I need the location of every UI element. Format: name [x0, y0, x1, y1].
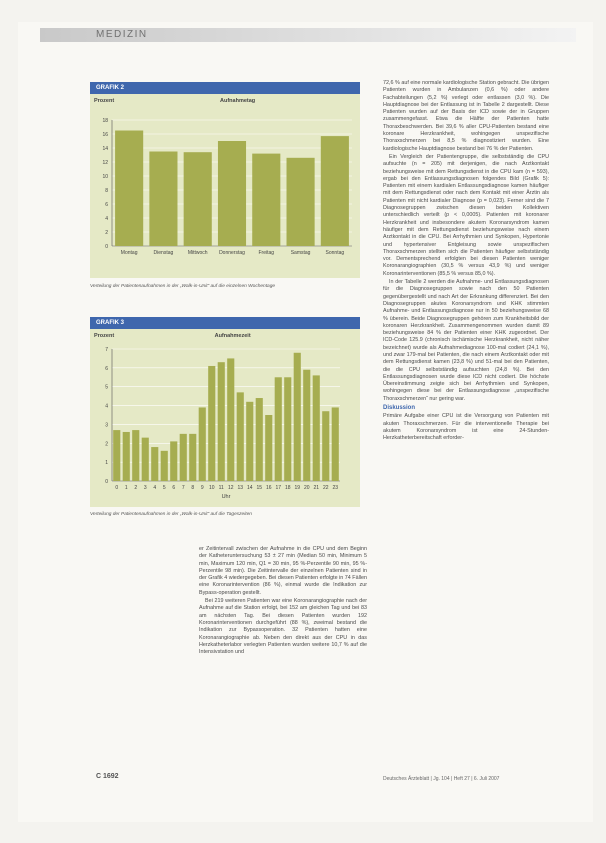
chart-1-plot [90, 94, 360, 278]
chart-2-plot [90, 329, 360, 507]
x-tick-label: 14 [246, 485, 253, 491]
y-tick-label: 14 [102, 146, 108, 152]
paragraph: er Zeitintervall zwischen der Aufnahme in die CPU und dem Beginn der Katheteruntersuchung 53 ± 27 min (Median 50 min, Minimum 5 min, Maximum 120 min, Q1 = 30 min, 95 %-Perzentile 90 min, 95 %-Perzentile 98 min). Die Zeitintervalle der einzelnen Patienten sind in der Grafik 4 wiedergegeben. Bei diesen Patienten erfolgte in 74 Fällen eine Koronarintervention (86 %), einmal wurde die Indikation zur Bypass-operation gestellt. [199, 546, 367, 596]
paragraph: Bei 219 weiteren Patienten war eine Koronarangiographie nach der Aufnahme auf die Station erfolgt, bei 152 am gleichen Tag und bei 83 am nächsten Tag. Bei diesen Patienten wurden 192 Koronarinterventionen durchgeführt (88 %), zweimal bestand die Indikation zur Bypassoperation. 32 Patienten hatten eine Koronarangiographie ab. Neben den direkt aus der CPU in das Herzkatheterlabor verlegten Patienten wurden weitere 10,7 % auf die Intensivstation und [199, 598, 367, 656]
bar [227, 358, 234, 481]
x-tick-label: 22 [322, 485, 329, 491]
y-tick-label: 1 [105, 460, 108, 467]
y-tick-label: 0 [105, 479, 108, 485]
chart-ylabel: Prozent [94, 98, 115, 104]
chart-caption: Verteilung der Patientenaufnahmen in der „Walk-in-Unit“ auf die einzelnen Wochentage [90, 284, 276, 289]
x-tick-label: 15 [256, 485, 263, 491]
x-tick-label: 12 [227, 485, 234, 491]
bar [208, 366, 215, 481]
chart-grafik-3 [90, 317, 360, 507]
bar [132, 430, 139, 481]
y-tick-label: 6 [105, 365, 108, 372]
x-tick-label: 8 [191, 485, 195, 491]
y-tick-label: 0 [105, 244, 108, 250]
x-tick-label: 1 [124, 485, 128, 491]
bar [321, 136, 349, 246]
x-tick-label: 6 [172, 485, 176, 491]
section-title: MEDIZIN [96, 29, 148, 40]
bar [113, 430, 120, 481]
paragraph: Primäre Aufgabe einer CPU ist die Versorgung von Patienten mit akuten Thoraxschmerzen. Für die interventionelle Therapie bei akutem Koronarsyndrom ist eine 24-Stunden-Herzkatheterbereitschaft erforder- [383, 413, 549, 442]
x-tick-label: 20 [303, 485, 310, 491]
y-tick-label: 7 [105, 347, 108, 353]
bar [256, 398, 263, 481]
y-tick-label: 8 [105, 188, 108, 194]
x-tick-label: 21 [313, 485, 320, 491]
bar [170, 441, 177, 481]
journal-citation: Deutsches Ärzteblatt | Jg. 104 | Heft 27 | 6. Juli 2007 [383, 776, 500, 782]
bar [115, 131, 143, 247]
page-number: C 1692 [96, 773, 119, 780]
bar [284, 377, 291, 481]
x-tick-label: 7 [181, 485, 185, 491]
paragraph: In der Tabelle 2 werden die Aufnahme- und Entlassungsdiagnosen für die Diagnosegruppen sowie nach den 50 Patienten gegenübergestellt und nach Art der Erkrankung differenziert. Bei den Diagnosegruppen akutes Koronarsyndrom und KHK stimmten Aufnahme- und Entlassungsdiagnose nur in 50 beziehungsweise 68 % überein. Beide Diagnosegruppen gehören zum Krankheitsbild der koronaren Herzkrankheit. Zusammengenommen wurden damit 89 beziehungsweise 84 % der Patienten einer KHK zugeordnet. Der ICD-Code 125.9 (chronisch ischämische Herzkrankheit, nicht näher bezeichnet) wurde als Aufnahmediagnose 100-mal codiert (24,1 %), und zwar 179-mal bei Patienten, die nach einem Arztkontakt oder mit dem Rettungsdienst kamen (23,8 %) und 51-mal bei den Patienten, die die CPU selbstständig aufsuchten (24,8 %). Bei den Entlassungsdiagnosen wurde diese ICD nicht codiert. Die höchste Übereinstimmung zeigte sich bei Arrhythmien und Synkopen, wohingegen diese bei der Entlassungsdiagnose „unspezifische Thoraxschmerzen“ nur gering war. [383, 279, 549, 402]
chart-caption: Verteilung der Patientenaufnahmen in der „Walk-in-Unit“ auf die Tageszeiten [90, 512, 252, 517]
x-tick-label: Freitag [258, 250, 275, 256]
x-tick-label: 4 [153, 485, 157, 491]
y-tick-label: 2 [105, 230, 108, 236]
bar [237, 392, 244, 481]
y-tick-label: 10 [102, 174, 108, 180]
bar [265, 415, 272, 481]
right-text-column [383, 80, 549, 444]
y-tick-label: 2 [105, 441, 108, 448]
chart-ylabel: Prozent [94, 333, 115, 339]
x-tick-label: Dienstag [153, 250, 174, 256]
x-tick-label: 3 [143, 485, 147, 491]
chart-label: GRAFIK 2 [90, 82, 360, 94]
x-tick-label: 18 [284, 485, 291, 491]
bar [287, 158, 315, 246]
bar [313, 375, 320, 481]
x-tick-label: 2 [134, 485, 138, 491]
paragraph: Ein Vergleich der Patientengruppe, die selbstständig die CPU aufsuchte (n = 205) mit derjenigen, die nach Arztkontakt beziehungsweise mit dem Rettungsdienst in die CPU kam (n = 593), ergab bei den Entlassungsdiagnosen folgendes Bild (Grafik 5): Patienten mit einem kardialen Entlassungsdiagnose kamen häufiger mit dem Rettungsdienst oder nach dem Kontakt mit einer Ärztin als Patienten mit nicht kardialer Diagnose (p = 0,023). Ferner sind die 7 Diagnosegruppen zwischen diesen beiden Kollektiven unterschiedlich verteilt (p < 0,0005). Patienten mit koronarer Herzkrankheit und insbesondere akutem Koronarsyndrom kamen häufiger mit dem Rettungsdienst beziehungsweise nach einem Arztkontakt in die CPU. Bei Arrhythmien und Synkopen, Hypertonie und hypertensiver Entgleisung sowie unspezifischen Thoraxschmerzen stellten sich die Patienten häufiger selbstständig vor. Dementsprechend erfolgten bei diesen Patienten weniger Koronarangiographien (30,5 % versus 43,9 %) und weniger Koronarinterventionen (85,5 % versus 85,0 %). [383, 153, 549, 277]
bar [275, 377, 282, 481]
x-tick-label: 13 [237, 485, 244, 491]
y-tick-label: 18 [102, 118, 108, 124]
y-tick-label: 3 [105, 422, 108, 429]
bar [151, 447, 158, 481]
bar [332, 407, 339, 481]
y-tick-label: 4 [105, 216, 108, 222]
paragraph: 72,6 % auf eine normale kardiologische Station gebracht. Die übrigen Patienten wurden in Ambulanzen (0,6 %) oder andere Fachabteilungen (5,2 %) verlegt oder entlassen (3,0 %). Die Hauptdiagnose bei der Entlassung ist in Tabelle 2 dargestellt. Diese Patienten wurden auf der Basis der ICD sowie der in Gruppen zusammengefasst. Etwa die Hälfte der Patienten hatte Thoraxbeschwerden. Bei 39,6 % aller CPU-Patienten bestand eine koronare Herzkrankheit, wohingegen unspezifische Thoraxschmerzen bei 8,5 % diagnostiziert wurden. Eine kardiologische Hauptdiagnose bestand bei 76 % der Patienten. [383, 80, 549, 152]
bar [161, 451, 168, 481]
bar [180, 434, 187, 481]
bar [322, 411, 329, 481]
x-tick-label: 11 [218, 485, 224, 491]
bar [218, 362, 225, 481]
x-tick-label: 9 [200, 485, 204, 491]
bar [149, 152, 177, 247]
bar [189, 434, 196, 481]
chart-label: GRAFIK 3 [90, 317, 360, 329]
x-tick-label: 5 [162, 485, 166, 491]
x-tick-label: Montag [120, 250, 138, 256]
bar [218, 141, 246, 246]
chart-xlabel: Uhr [221, 494, 231, 500]
bar [142, 438, 149, 481]
x-tick-label: 10 [208, 485, 215, 491]
x-tick-label: Samstag [290, 250, 311, 256]
x-tick-label: 19 [294, 485, 301, 491]
chart-title: Aufnahmetag [220, 98, 256, 104]
x-tick-label: Mittwoch [187, 250, 208, 256]
section-heading: Diskussion [383, 405, 416, 412]
y-tick-label: 16 [102, 132, 108, 138]
x-tick-label: 16 [265, 485, 272, 491]
x-tick-label: 17 [275, 485, 282, 491]
bar [303, 370, 310, 481]
chart-grafik-2 [90, 82, 360, 278]
bar [294, 353, 301, 481]
x-tick-label: 23 [332, 485, 339, 491]
bar [184, 152, 212, 246]
y-tick-label: 5 [105, 384, 108, 391]
chart-title: Aufnahmezeit [214, 333, 251, 339]
bar [123, 432, 130, 481]
y-tick-label: 4 [105, 403, 108, 410]
x-tick-label: 0 [115, 485, 119, 491]
y-tick-label: 6 [105, 202, 108, 208]
x-tick-label: Donnerstag [219, 250, 245, 256]
bar [199, 407, 206, 481]
bar [252, 154, 280, 246]
y-tick-label: 12 [102, 160, 108, 166]
bar [246, 402, 253, 481]
left-text-column [199, 546, 367, 657]
x-tick-label: Sonntag [325, 250, 345, 256]
